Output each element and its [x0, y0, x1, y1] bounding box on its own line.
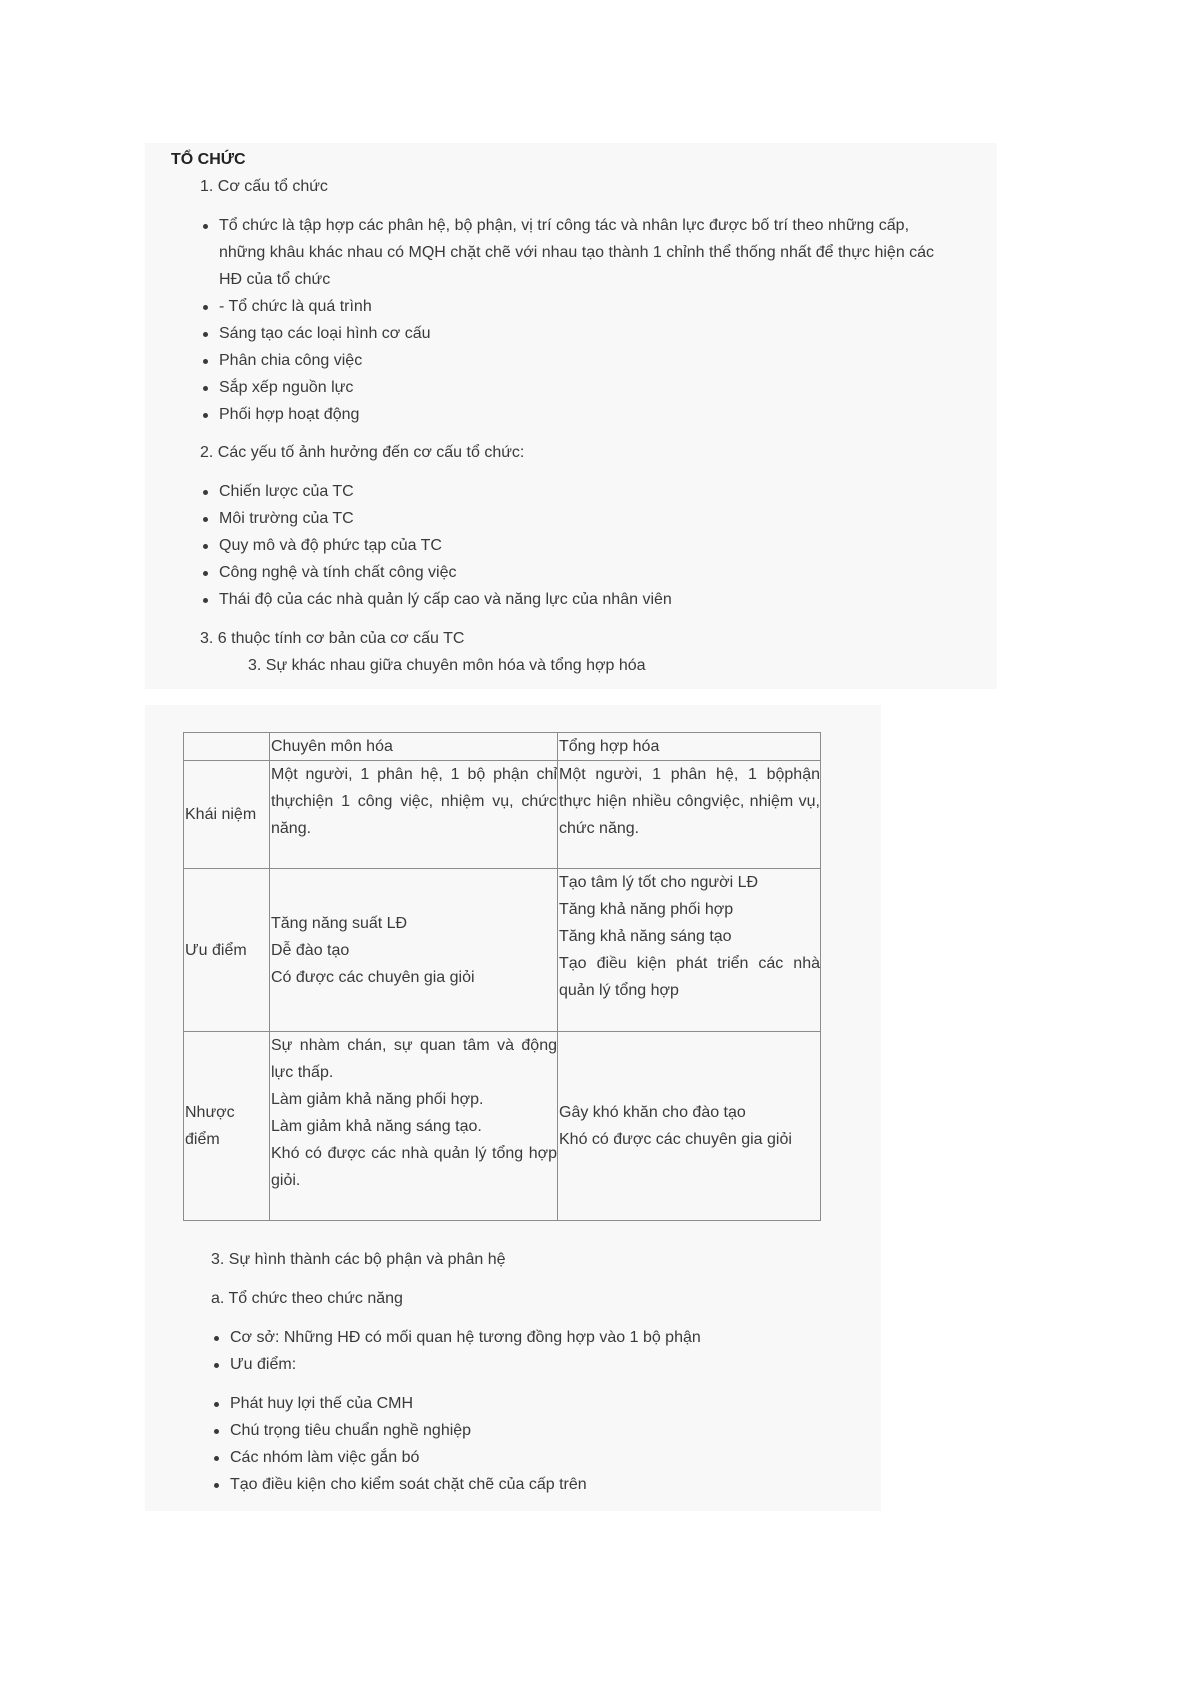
row-label: Nhược điểm [184, 1032, 270, 1221]
table-header-cell: Tổng hợp hóa [558, 733, 821, 761]
table-cell [558, 869, 821, 1032]
list-item: - Tổ chức là quá trình [219, 296, 372, 318]
document-section-to-chuc [145, 143, 997, 689]
table-cell [270, 1032, 558, 1221]
item-3-subtitle: 3. Sự khác nhau giữa chuyên môn hóa và tổng hợp hóa [248, 657, 646, 674]
cell-line: Khó có được các chuyên gia giỏi [559, 1131, 792, 1148]
list-item: Phân chia công việc [219, 350, 362, 372]
list-item: Phát huy lợi thế của CMH [230, 1393, 413, 1415]
table-row [184, 869, 821, 1032]
list-item-continuation: HĐ của tổ chức [219, 271, 331, 288]
list-item: Quy mô và độ phức tạp của TC [219, 535, 442, 557]
cell-line: Làm giảm khả năng sáng tạo. [271, 1118, 482, 1135]
cell-line: Dễ đào tạo [271, 941, 350, 959]
cell-line: Sự nhàm chán, sự quan tâm và động lực thấp. [271, 1037, 557, 1081]
list-item: Tổ chức là tập hợp các phân hệ, bộ phận, vị trí công tác và nhân lực được bố trí theo những cấp, [219, 215, 909, 237]
list-item: Chiến lược của TC [219, 481, 354, 503]
list-item: Các nhóm làm việc gắn bó [230, 1447, 419, 1469]
table-cell: Một người, 1 phân hệ, 1 bộphận thực hiện nhiều côngviệc, nhiệm vụ, chức năng. [558, 761, 821, 869]
sub-a-title: a. Tổ chức theo chức năng [211, 1290, 403, 1307]
cell-line: Tạo điều kiện phát triển các nhà quản lý tổng hợp [559, 955, 820, 999]
cell-line: Tăng khả năng sáng tạo [559, 928, 732, 945]
cell-line: Có được các chuyên gia giỏi [271, 968, 475, 986]
table-cell [270, 869, 558, 1032]
item-3-title: 3. 6 thuộc tính cơ bản của cơ cấu TC [200, 630, 465, 647]
cell-line: Khó có được các nhà quản lý tổng hợp giỏi. [271, 1145, 557, 1189]
list-item: Chú trọng tiêu chuẩn nghề nghiệp [230, 1420, 471, 1442]
list-item: Tạo điều kiện cho kiểm soát chặt chẽ của cấp trên [230, 1474, 587, 1496]
list-item: Ưu điểm: [230, 1354, 296, 1376]
item-3-title: 3. Sự hình thành các bộ phận và phân hệ [211, 1251, 506, 1268]
section-heading: TỔ CHỨC [171, 151, 246, 168]
list-item: Công nghệ và tính chất công việc [219, 562, 457, 584]
list-item-continuation: những khâu khác nhau có MQH chặt chẽ với nhau tạo thành 1 chỉnh thể thống nhất để thực hiện các [219, 244, 935, 261]
list-item: Phối hợp hoạt động [219, 404, 359, 426]
cell-line: Gây khó khăn cho đào tạo [559, 1104, 746, 1121]
document-section-comparison [145, 705, 881, 1511]
table-row [184, 1032, 821, 1221]
row-label: Khái niệm [184, 761, 270, 869]
table-header-cell: Chuyên môn hóa [270, 733, 558, 761]
table-cell [558, 1032, 821, 1221]
cell-line: Tăng khả năng phối hợp [559, 901, 734, 918]
table-cell: Một người, 1 phân hệ, 1 bộ phận chỉ thựchiện 1 công việc, nhiệm vụ, chức năng. [270, 761, 558, 869]
list-item: Môi trường của TC [219, 508, 354, 530]
table-header-cell [184, 733, 270, 761]
row-label: Ưu điểm [184, 869, 270, 1032]
item-2-title: 2. Các yếu tố ảnh hưởng đến cơ cấu tổ chức: [200, 444, 525, 461]
item-1-title: 1. Cơ cấu tổ chức [200, 178, 328, 195]
comparison-table [183, 732, 821, 1221]
list-item: Sắp xếp nguồn lực [219, 377, 353, 399]
table-row [184, 761, 821, 869]
list-item: Sáng tạo các loại hình cơ cấu [219, 323, 431, 345]
list-item: Thái độ của các nhà quản lý cấp cao và năng lực của nhân viên [219, 589, 672, 611]
cell-line: Làm giảm khả năng phối hợp. [271, 1091, 484, 1108]
cell-line: Tạo tâm lý tốt cho người LĐ [559, 874, 759, 891]
list-item: Cơ sở: Những HĐ có mối quan hệ tương đồng hợp vào 1 bộ phận [230, 1327, 701, 1349]
table-header-row [184, 733, 821, 761]
cell-line: Tăng năng suất LĐ [271, 914, 408, 932]
